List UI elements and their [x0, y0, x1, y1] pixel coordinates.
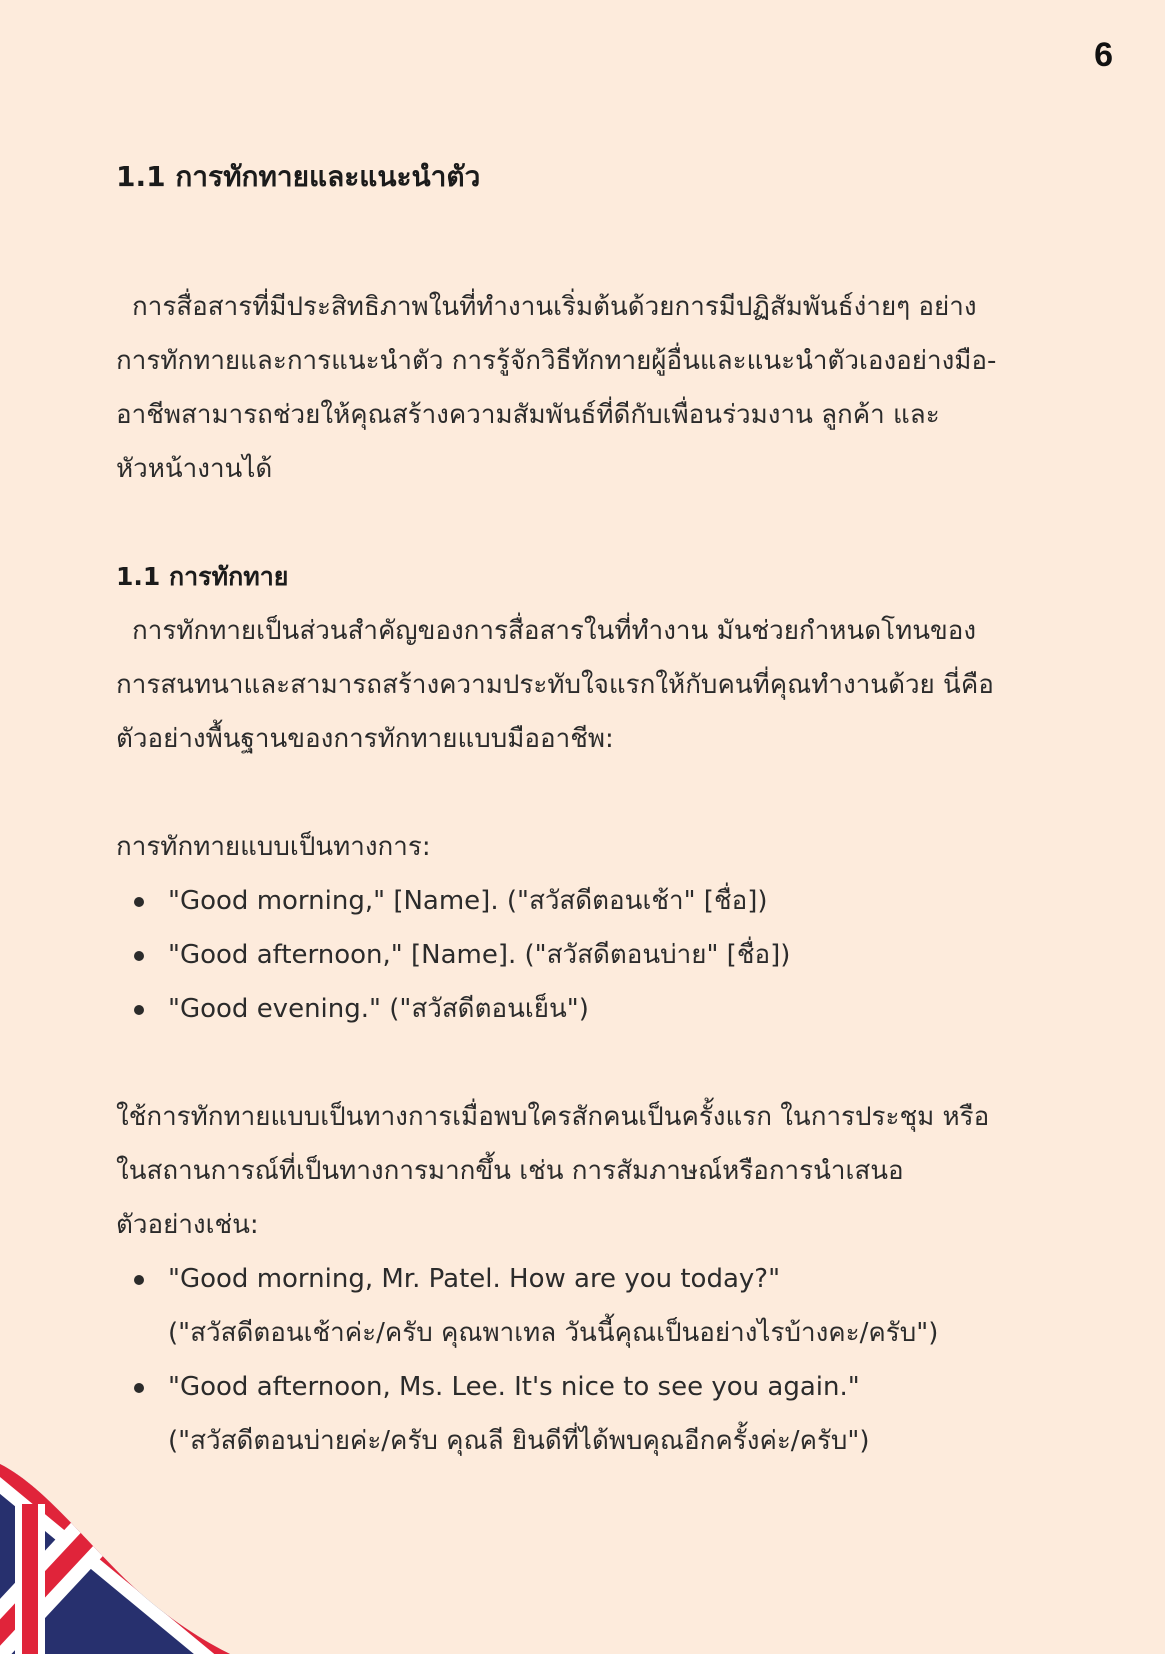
- list-item: [116, 1360, 1056, 1468]
- list-item-text: "Good morning," [Name]. ("สวัสดีตอนเช้า" [ชื่อ]): [168, 886, 768, 916]
- list-item: [116, 982, 1056, 1036]
- uk-flag-icon: [0, 1464, 230, 1654]
- bullet-icon: [134, 1383, 144, 1393]
- page-content: [116, 150, 1056, 1468]
- greetings-description: [116, 604, 1056, 766]
- intro-paragraph: [116, 280, 1056, 496]
- subsection-title: 1.1 การทักทาย: [116, 562, 289, 591]
- intro-line: การทักทายและการแนะนำตัว การรู้จักวิธีทักทายผู้อื่นและแนะนำตัวเองอย่างมือ-: [116, 346, 997, 376]
- page-number: 6: [1094, 36, 1113, 74]
- bullet-icon: [134, 951, 144, 961]
- example-english: "Good morning, Mr. Patel. How are you today?": [168, 1264, 781, 1294]
- example-english: "Good afternoon, Ms. Lee. It's nice to see you again.": [168, 1372, 860, 1402]
- formal-greetings-list: [116, 874, 1056, 1036]
- section-title: 1.1 การทักทายและแนะนำตัว: [116, 160, 481, 193]
- description-line: ตัวอย่างพื้นฐานของการทักทายแบบมืออาชีพ:: [116, 724, 614, 754]
- description-line: การสนทนาและสามารถสร้างความประทับใจแรกให้กับคนที่คุณทำงานด้วย นี่คือ: [116, 670, 994, 700]
- examples-list: [116, 1252, 1056, 1468]
- list-item: [116, 1252, 1056, 1360]
- usage-line: ใช้การทักทายแบบเป็นทางการเมื่อพบใครสักคนเป็นครั้งแรก ในการประชุม หรือ: [116, 1102, 990, 1132]
- bullet-icon: [134, 1275, 144, 1285]
- usage-paragraph: [116, 1090, 1056, 1252]
- example-thai: ("สวัสดีตอนเช้าค่ะ/ครับ คุณพาเทล วันนี้คุณเป็นอย่างไรบ้างคะ/ครับ"): [168, 1318, 939, 1348]
- usage-line: ในสถานการณ์ที่เป็นทางการมากขึ้น เช่น การสัมภาษณ์หรือการนำเสนอ: [116, 1156, 904, 1186]
- intro-line: อาชีพสามารถช่วยให้คุณสร้างความสัมพันธ์ที่ดีกับเพื่อนร่วมงาน ลูกค้า และ: [116, 400, 940, 430]
- formal-greetings-label: การทักทายแบบเป็นทางการ:: [116, 832, 431, 862]
- usage-line: ตัวอย่างเช่น:: [116, 1210, 259, 1240]
- bullet-icon: [134, 897, 144, 907]
- bullet-icon: [134, 1005, 144, 1015]
- intro-line: หัวหน้างานได้: [116, 454, 273, 484]
- list-item: [116, 928, 1056, 982]
- list-item: [116, 874, 1056, 928]
- intro-line: การสื่อสารที่มีประสิทธิภาพในที่ทำงานเริ่มต้นด้วยการมีปฏิสัมพันธ์ง่ายๆ อย่าง: [132, 292, 977, 322]
- example-thai: ("สวัสดีตอนบ่ายค่ะ/ครับ คุณลี ยินดีที่ได้พบคุณอีกครั้งค่ะ/ครับ"): [168, 1426, 870, 1456]
- list-item-text: "Good afternoon," [Name]. ("สวัสดีตอนบ่าย" [ชื่อ]): [168, 940, 791, 970]
- list-item-text: "Good evening." ("สวัสดีตอนเย็น"): [168, 994, 589, 1024]
- description-line: การทักทายเป็นส่วนสำคัญของการสื่อสารในที่ทำงาน มันช่วยกำหนดโทนของ: [132, 616, 977, 646]
